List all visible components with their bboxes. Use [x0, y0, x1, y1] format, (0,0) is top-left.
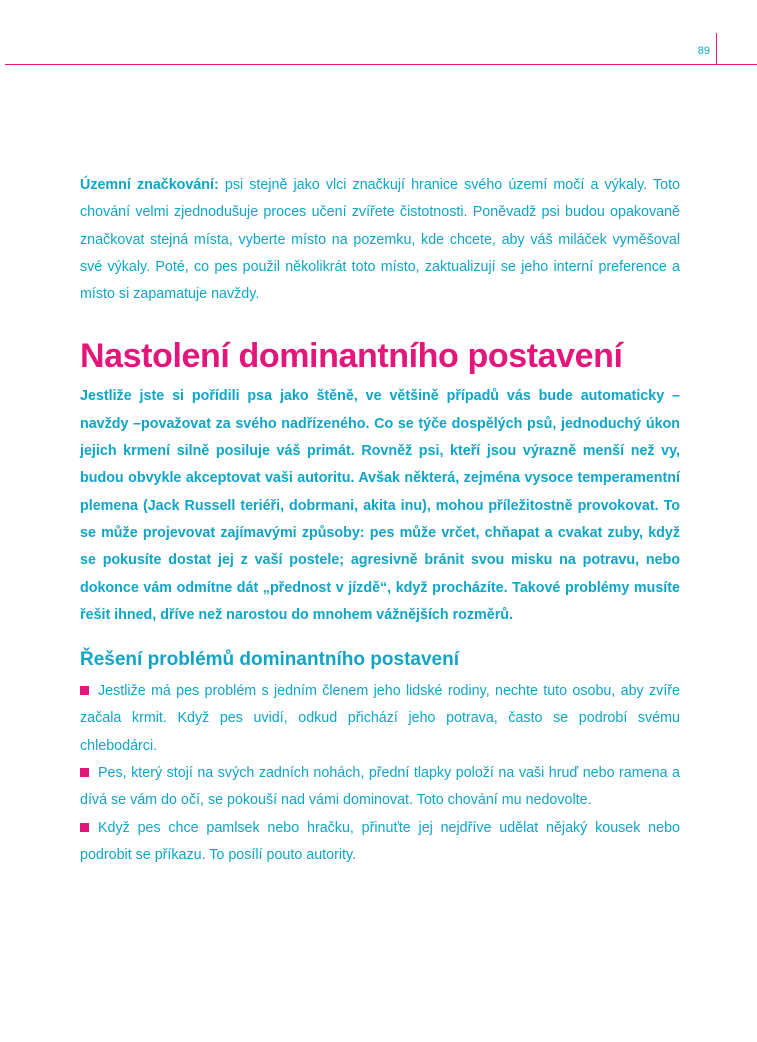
- list-item: [80, 678, 680, 760]
- page-number: 89: [697, 45, 710, 57]
- square-bullet-icon: [80, 768, 89, 777]
- list-item-text: Jestliže má pes problém s jedním členem jeho lidské rodiny, nechte tuto osobu, aby zvíře začala krmit. Když pes uvidí, odkud přichází jeho potrava, často se podrobí svému chlebodárci.: [80, 683, 680, 754]
- intro-term: Územní značkování:: [80, 177, 219, 193]
- list-item: [80, 815, 680, 870]
- square-bullet-icon: [80, 823, 89, 832]
- subsection-title: Řešení problémů dominantního postavení: [80, 649, 459, 671]
- tips-list: [80, 678, 680, 869]
- page-content: [80, 172, 680, 869]
- intro-text: psi stejně jako vlci značkují hranice svého území močí a výkaly. Toto chování velmi zjednodušuje proces učení zvířete čistotnosti. Poněvadž psi budou opakovaně značkovat stejná místa, vyberte místo na pozemku, kde chcete, aby váš miláček vyměšoval své výkaly. Poté, co pes použil několikrát toto místo, zaktualizují se jeho interní preference a místo si zapamatuje navždy.: [80, 177, 680, 303]
- page-number-divider: [716, 33, 717, 65]
- header-rule: [5, 64, 757, 65]
- section-lead-paragraph: Jestliže jste si pořídili psa jako štěně, ve většině případů vás bude automaticky – navždy –považovat za svého nadřízeného. Co se týče dospělých psů, jednoduchý úkon jejich krmení silně posiluje váš primát. Rovněž psi, kteří jsou výrazně menší než vy, budou obvykle akceptovat vaši autoritu. Avšak některá, zejména vysoce temperamentní plemena (Jack Russell teriéři, dobrmani, akita inu), mohou příležitostně provokovat. To se může projevovat zajímavými způsoby: pes může vrčet, chňapat a cvakat zuby, když se pokusíte dostat jej z vaší postele; agresivně bránit svou misku na potravu, nebo dokonce vám odmítne dát „přednost v jízdě“, když procházíte. Takové problémy musíte řešit ihned, dříve než narostou do mnohem vážnějších rozměrů.: [80, 388, 680, 623]
- intro-paragraph: [80, 172, 680, 308]
- list-item-text: Pes, který stojí na svých zadních nohách, přední tlapky položí na vaši hruď nebo ramena a dívá se vám do očí, se pokouší nad vámi dominovat. Toto chování mu nedovolte.: [80, 765, 680, 809]
- section-title: Nastolení dominantního postavení: [80, 337, 623, 376]
- list-item: [80, 760, 680, 815]
- list-item-text: Když pes chce pamlsek nebo hračku, přinuťte jej nejdříve udělat nějaký kousek nebo podrobit se příkazu. To posílí pouto autority.: [80, 819, 680, 863]
- square-bullet-icon: [80, 686, 89, 695]
